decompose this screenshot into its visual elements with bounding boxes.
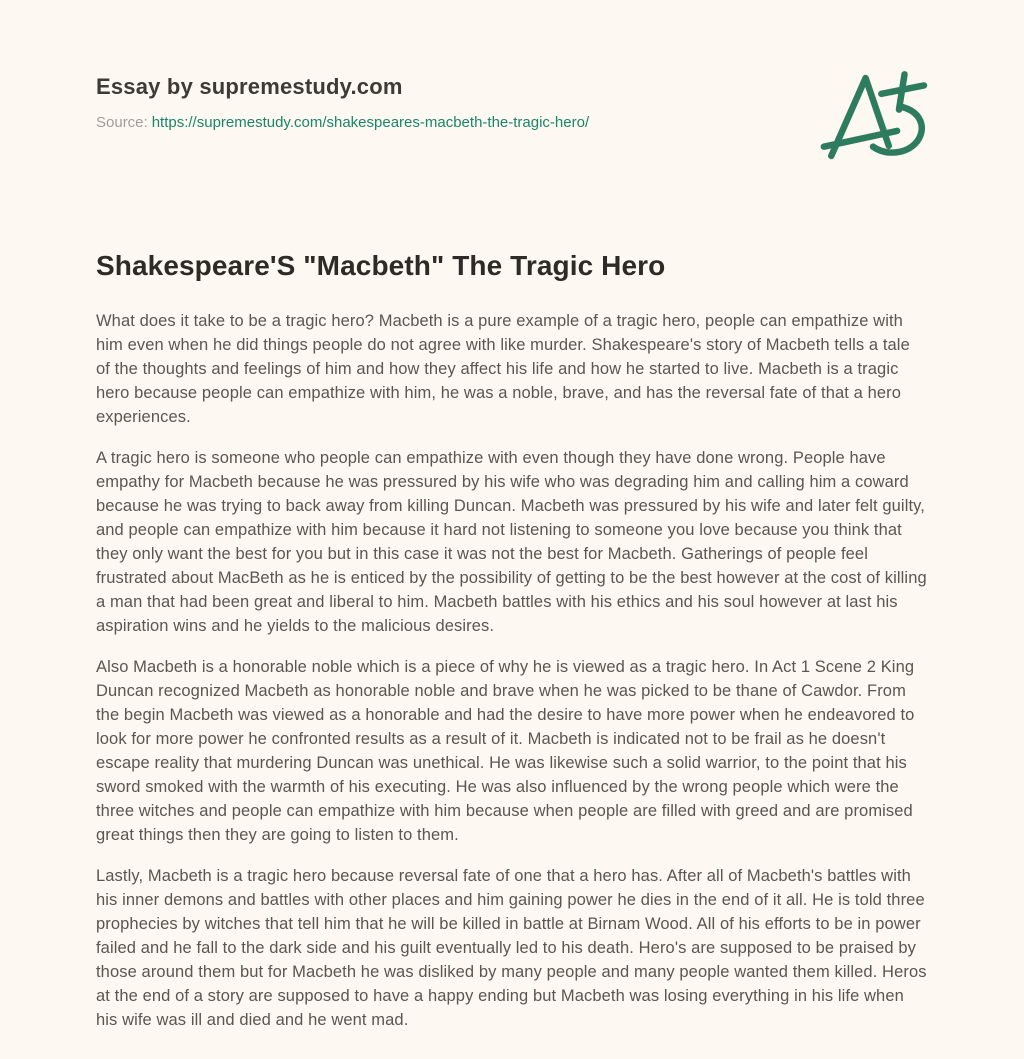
- essay-content: [96, 249, 928, 1032]
- essay-paragraph-2: A tragic hero is someone who people can empathize with even though they have done wrong. People have empathy for Macbeth because he was pressured by his wife who was degrading him and calling him a coward because he was trying to back away from killing Duncan. Macbeth was pressured by his wife and later felt guilty, and people can empathize with him because it hard not listening to someone you love because you think that they only want the best for you but in this case it was not the best for Macbeth. Gatherings of people feel frustrated about MacBeth as he is enticed by the possibility of getting to be the best however at the cost of killing a man that had been great and liberal to him. Macbeth battles with his ethics and his soul however at last his aspiration wins and he yields to the malicious desires.: [96, 448, 927, 635]
- essay-title: Shakespeare'S "Macbeth" The Tragic Hero: [96, 250, 666, 282]
- essay-paragraph-3: Also Macbeth is a honorable noble which is a piece of why he is viewed as a tragic hero. In Act 1 Scene 2 King Duncan recognized Macbeth as honorable noble and brave when he was picked to be thane of Cawdor. From the begin Macbeth was viewed as a honorable and had the desire to have more power when he endeavored to look for more power he confronted results as a result of it. Macbeth is indicated not to be frail as he doesn't escape reality that murdering Duncan was unethical. He was likewise such a solid warrior, to the point that his sword smoked with the warmth of his executing. He was also influenced by the wrong people which were the three witches and people can empathize with him because when people are filled with greed and are promised great things then they are going to listen to them.: [96, 657, 915, 844]
- a-plus-logo-icon: [816, 66, 930, 168]
- essay-paragraph-1: What does it take to be a tragic hero? Macbeth is a pure example of a tragic hero, people can empathize with him even when he did things people do not agree with like murder. Shakespeare's story of Macbeth tells a tale of the thoughts and feelings of him and how they affect his life and how he started to live. Macbeth is a tragic hero because people can empathize with him, he was a noble, brave, and has the reversal fate of that a hero experiences.: [96, 311, 910, 426]
- source-line: [96, 114, 928, 131]
- page-header: [96, 74, 928, 131]
- source-link[interactable]: https://supremestudy.com/shakespeares-macbeth-the-tragic-hero/: [151, 114, 590, 132]
- source-label: Source:: [96, 114, 148, 132]
- essay-body: [96, 309, 928, 1032]
- essay-paragraph-4: Lastly, Macbeth is a tragic hero because reversal fate of one that a hero has. After all of Macbeth's battles with his inner demons and battles with other places and him gaining power he dies in the end of it all. He is told three prophecies by witches that tell him that he will be killed in battle at Birnam Wood. All of his efforts to be in power failed and he fall to the dark side and his guilt eventually led to his death. Hero's are supposed to be praised by those around them but for Macbeth he was disliked by many people and many people wanted them killed. Heros at the end of a story are supposed to have a happy ending but Macbeth was losing everything in his life when his wife was ill and died and he went mad.: [96, 866, 927, 1029]
- page-title: Essay by supremestudy.com: [96, 74, 403, 99]
